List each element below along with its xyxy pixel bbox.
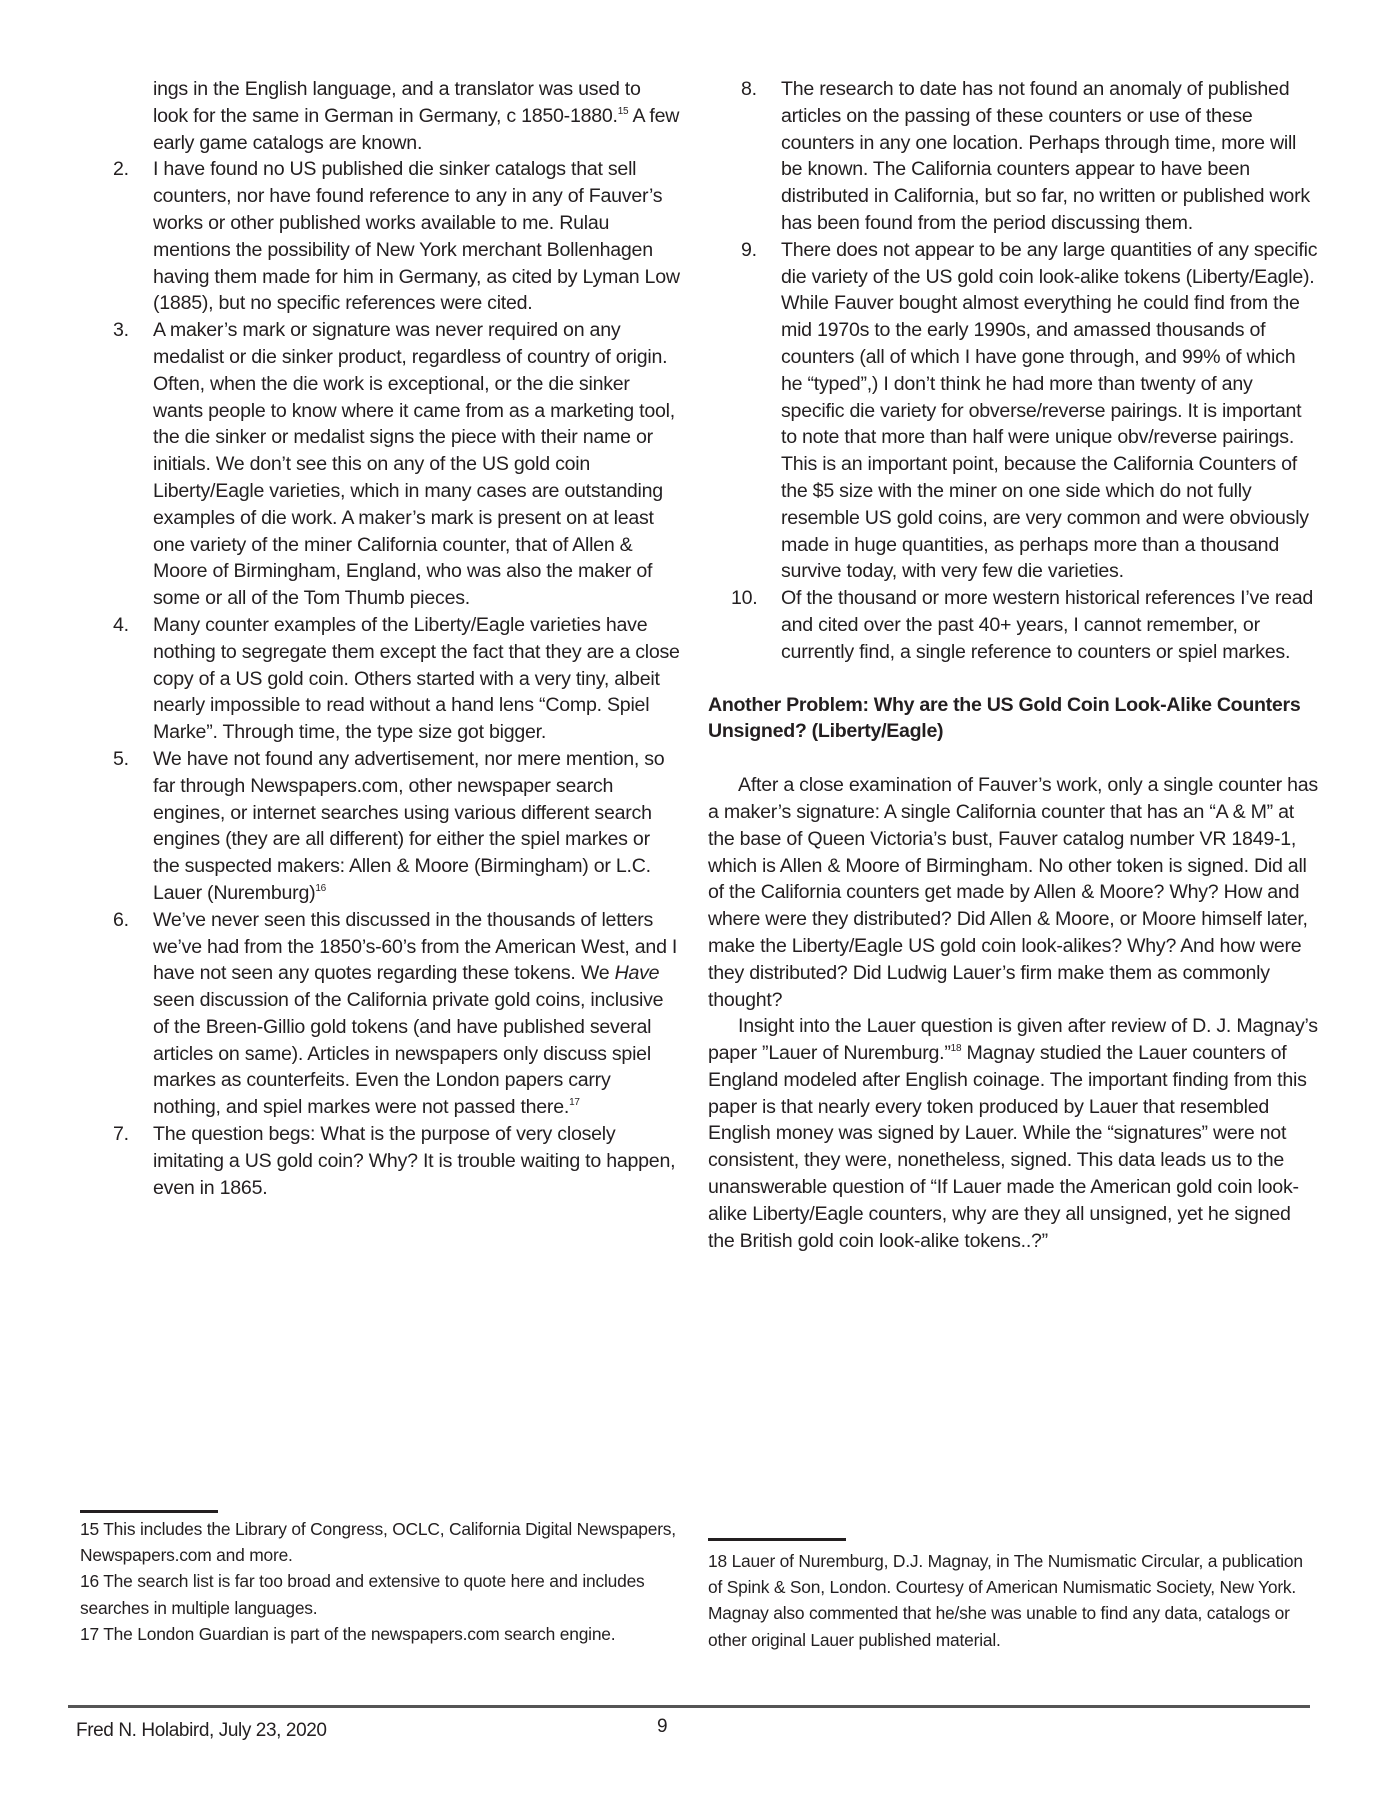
list-item — [80, 907, 680, 1121]
list-item — [80, 746, 680, 907]
footnote-divider — [708, 1538, 846, 1541]
section-heading: Another Problem: Why are the US Gold Coin Look-Alike Counters Unsigned? (Liberty/Eagle) — [708, 693, 1301, 743]
list-item — [80, 156, 680, 317]
left-column — [80, 76, 680, 1201]
footnote-16: 16 The search list is far too broad and extensive to quote here and includes searches in multiple languages. — [80, 1571, 645, 1618]
footnotes-left — [80, 1516, 680, 1647]
item-text: Many counter examples of the Liberty/Eagle varieties have nothing to segregate them except the fact that they are a close copy of a US gold coin. Others started with a very tiny, albeit nearly impossible to read without a hand lens “Comp. Spiel Marke”. Through time, the type size got bigger. — [153, 613, 680, 744]
item-text: The research to date has not found an anomaly of published articles on the passing of these counters or use of these counters in any one location. Perhaps through time, more will be known. The California counters appear to have been distributed in California, but so far, no written or published work has been found from the period discussing them. — [781, 78, 1310, 234]
item-number: 10. — [731, 587, 758, 610]
footnotes-right — [708, 1548, 1320, 1653]
item-number: 7. — [113, 1123, 129, 1146]
item-number: 5. — [113, 747, 129, 770]
item-text: Of the thousand or more western historical references I’ve read and cited over the past 40+ years, I cannot remember, or currently find, a single reference to counters or spiel markes. — [781, 587, 1314, 663]
item-number: 6. — [113, 908, 129, 931]
footnote-18: 18 Lauer of Nuremburg, D.J. Magnay, in The Numismatic Circular, a publication of Spink & Son, London. Courtesy of American Numismatic Society, New York. Magnay also commented that he/she was unable to find any data, catalogs or other original Lauer published material. — [708, 1551, 1303, 1650]
list-item — [708, 585, 1320, 665]
item-text: We have not found any advertisement, nor mere mention, so far through Newspapers.com, other newspaper search engines, or internet searches using various different search engines (they are all different) for either the spiel markes or the suspected makers: Allen & Moore (Birmingham) or L.C. Lauer (Nuremburg) — [153, 747, 665, 904]
list-item — [80, 317, 680, 612]
item-text: There does not appear to be any large quantities of any specific die variety of the US gold coin look-alike tokens (Liberty/Eagle). While Fauver bought almost everything he could find from the mid 1970s to the early 1990s, and amassed thousands of counters (all of which I have gone through, and 99% of which he “typed”,) I don’t think he had more than twenty of any specific die variety for obverse/reverse pairings. It is important to note that more than half were unique obv/reverse pairings. This is an important point, because the California Counters of the $5 size with the miner on one side which do not fully resemble US gold coins, are very common and were obviously made in huge quantities, as perhaps more than a thousand survive today, with very few die varieties. — [781, 238, 1318, 583]
footnote-ref-18[interactable]: 18 — [950, 1043, 962, 1055]
right-column — [708, 76, 1320, 1254]
item-text: A maker’s mark or signature was never required on any medalist or die sinker product, regardless of country of origin. Often, when the die work is exceptional, or the die sinker wants people to know where it came from as a marketing tool, the die sinker or medalist signs the piece with their name or initials. We don’t see this on any of the US gold coin Liberty/Eagle varieties, which in many cases are outstanding examples of die work. A maker’s mark is present on at least one variety of the miner California counter, that of Allen & Moore of Birmingham, England, who was also the maker of some or all of the Tom Thumb pieces. — [153, 319, 675, 610]
paragraph: After a close examination of Fauver’s work, only a single counter has a maker’s signature: A single California counter that has an “A & M” at the base of Queen Victoria’s bust, Fauver catalog number VR 1849-1, which is Allen & Moore of Birmingham. No other token is signed. Did all of the California counters get made by Allen & Moore? Why? How and where were they distributed? Did Allen & Moore, or Moore himself later, make the Liberty/Eagle US gold coin look-alikes? Why? And how were they distributed? Did Ludwig Lauer’s firm make them as commonly thought? — [708, 774, 1318, 1011]
item-number: 9. — [741, 238, 757, 261]
item-number: 8. — [741, 78, 757, 100]
list-item — [708, 76, 1320, 237]
footnote-17: 17 The London Guardian is part of the newspapers.com search engine. — [80, 1623, 616, 1644]
footer-divider — [68, 1705, 1310, 1708]
paragraph — [708, 1013, 1320, 1254]
footnote-15: 15 This includes the Library of Congress, OCLC, California Digital Newspapers, Newspapers.com and more. — [80, 1519, 676, 1566]
footnote-ref-15[interactable]: 15 — [617, 105, 629, 117]
paragraph-text: Insight into the Lauer question is given after review of D. J. Magnay’s paper ”Lauer of Nuremburg.” — [708, 1015, 1318, 1065]
item-text: We’ve never seen this discussed in the thousands of letters we’ve had from the 1850’s-60’s from the American West, and I have not seen any quotes regarding these tokens. We — [153, 908, 678, 985]
footer-author-date: Fred N. Holabird, July 23, 2020 — [76, 1720, 327, 1741]
item-number: 2. — [113, 158, 129, 181]
item-text: I have found no US published die sinker catalogs that sell counters, nor have found reference to any in any of Fauver’s works or other published works available to me. Rulau mentions the possibility of New York merchant Bollenhagen having them made for him in Germany, as cited by Lyman Low (1885), but no specific references were cited. — [153, 158, 680, 315]
paragraph-text: Magnay studied the Lauer counters of England modeled after English coinage. The important finding from this paper is that nearly every token produced by Lauer that resembled English money was signed by Lauer. While the “signatures” were not consistent, they were, nonetheless, signed. This data leads us to the unanswerable question of “If Lauer made the American gold coin look-alike Liberty/Eagle counters, why are they all unsigned, yet he signed the British gold coin look-alike tokens..?” — [708, 1042, 1307, 1252]
item-number: 4. — [113, 613, 129, 636]
emphasis-text: Have — [614, 962, 660, 985]
footnote-ref-16[interactable]: 16 — [315, 882, 326, 894]
footnote-divider — [80, 1510, 218, 1513]
list-item-1-continuation — [80, 76, 680, 156]
item-text: ings in the English language, and a translator was used to look for the same in German in Germany, c 1850-1880. — [153, 78, 641, 127]
item-number: 3. — [113, 319, 129, 342]
item-text: The question begs: What is the purpose of very closely imitating a US gold coin? Why? It is trouble waiting to happen, even in 1865. — [153, 1123, 676, 1199]
list-item — [708, 237, 1320, 585]
footnote-ref-17[interactable]: 17 — [569, 1097, 580, 1109]
item-text: A few early game catalogs are known. — [153, 104, 680, 154]
page-number: 9 — [657, 1716, 668, 1737]
list-item — [80, 612, 680, 746]
item-text: seen discussion of the California private gold coins, inclusive of the Breen-Gillio gold tokens (and have published several articles on same). Articles in newspapers only discuss spiel markes as counterfeits. Even the London papers carry nothing, and spiel markes were not passed there. — [153, 989, 664, 1119]
list-item — [80, 1121, 680, 1201]
